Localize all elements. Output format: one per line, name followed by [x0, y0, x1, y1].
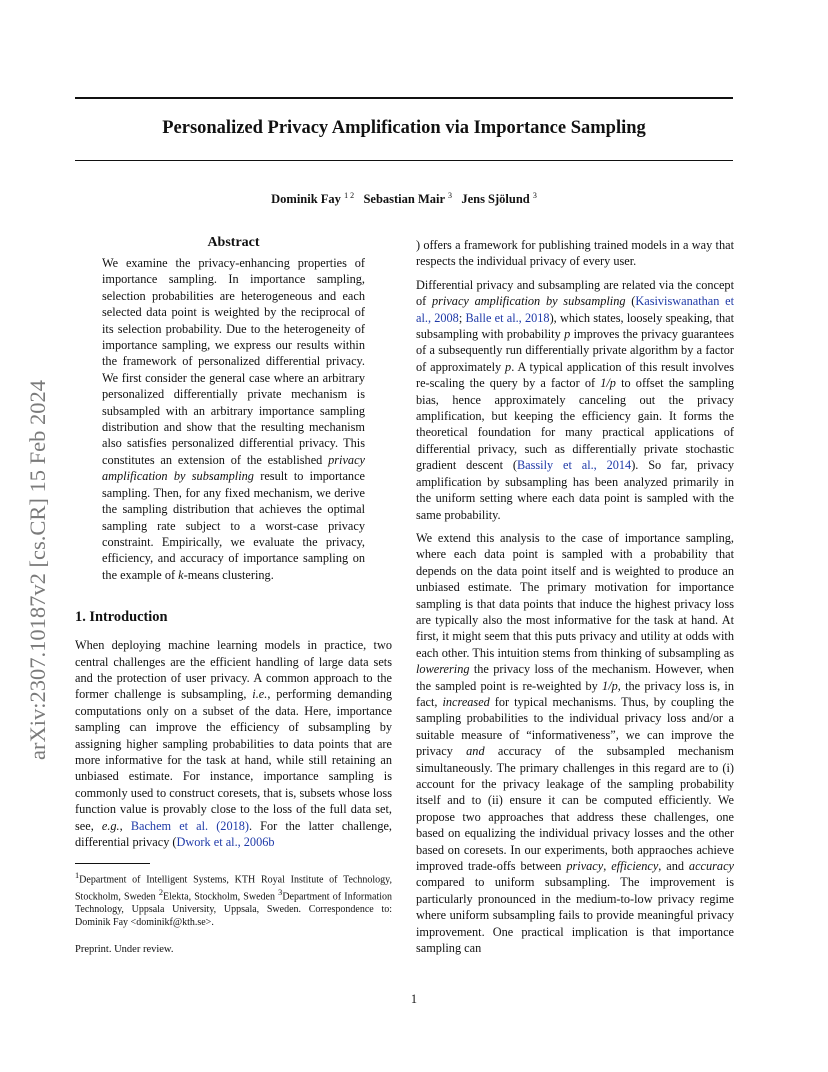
title-top-rule [75, 97, 733, 99]
abstract-heading: Abstract [207, 235, 260, 250]
author-name: Jens Sjölund [461, 192, 530, 207]
author-name: Dominik Fay [271, 192, 341, 207]
preprint-note: Preprint. Under review. [75, 944, 174, 956]
citation-link[interactable]: Bassily et al., 2014 [516, 458, 632, 473]
page-number: 1 [410, 992, 418, 1006]
intro-paragraph-2: Differential privacy and subsampling are related via the concept of privacy amplification by subsampling (Kasiviswanathan et al., 2008; Balle et al., 2018), which states, loosely speaking, that subsampling with probability p improves the privacy guarantees of a subsequently run differentially private algorithm by a factor of approximately p. A typical application of this result involves re-scaling the query by a factor of 1/p to offset the sampling bias, hence approximately canceling out the privacy amplification, but keeping the efficiency gain. It forms the theoretical foundation for many practical applications of differential privacy, such as differentially private stochastic gradient descent (Bassily et al., 2014). So far, privacy amplification by subsampling has been analyzed primarily in the uniform setting where each data point is sampled with the same probability. [416, 277, 735, 522]
abstract-text: We examine the privacy-enhancing properties of importance sampling. In importance sampling, selection probabilities are heterogeneous and each selected data point is weighted by the reciprocal of its selection probability. Due to the heterogeneity of importance sampling, we express our results within the framework of personalized differential privacy. We first consider the general case where an arbitrary personalized differentially private mechanism is subsampled with an arbitrary importance sampling distribution and show that the resulting mechanism also satisfies personalized differential privacy. This constitutes an extension of the established privacy amplification by subsampling result to importance sampling. Then, for any fixed mechanism, we derive the sampling distribution that achieves the optimal sampling rate subject to a worst-case privacy constraint. Empirically, we evaluate the privacy, efficiency, and accuracy of importance sampling on the example of k-means clustering. [102, 256, 365, 582]
citation-link[interactable]: Kasiviswanathan et al., 2008 [416, 294, 734, 325]
author-list [75, 191, 733, 207]
right-column [416, 237, 734, 956]
affiliation-footnote: $^1$Department of Intelligent Systems, KTH Royal Institute of Technology, Stockholm, Sweden $^2$Elekta, Stockholm, Sweden $^3$Department of Information Technology, Uppsala University, Uppsala, Sweden. Correspondence to: Dominik Fay <dominikf@kth.se>. [75, 871, 392, 928]
footnote-rule [75, 863, 150, 864]
left-column [75, 235, 392, 955]
citation-link[interactable]: Dwork et al., 2006b [176, 835, 275, 849]
intro-paragraph-1: When deploying machine learning models in practice, two central challenges are the efficient handling of large data sets and the protection of user privacy. A common approach to the former challenge is subsampling, i.e., performing demanding computations only on a subset of the data. Here, importance sampling can improve the efficiency of subsampling by assigning higher sampling probabilities to data points that are more informative for the task at hand, while still retaining an unbiased estimate. For instance, importance sampling is commonly used to construct coresets, that is, subsets whose loss function value is provably close to the loss of the full data set, see, e.g., Bachem et al. (2018). For the latter challenge, differential privacy (Dwork et al., 2006b [75, 638, 392, 849]
arxiv-identifier-stamp: arXiv:2307.10187v2 [cs.CR] 15 Feb 2024 [25, 380, 50, 760]
title-bottom-rule [75, 160, 733, 161]
paper-title: Personalized Privacy Amplification via Importance Sampling [162, 118, 646, 138]
intro-paragraph-1-continued: ) offers a framework for publishing trained models in a way that respects the individual privacy of every user. [416, 238, 734, 269]
author-name: Sebastian Mair [363, 192, 445, 207]
section-heading-introduction: 1. Introduction [75, 609, 168, 626]
author-affiliation: 3 [447, 191, 452, 200]
author-affiliation: 1 2 [344, 191, 355, 200]
citation-link[interactable]: Balle et al., 2018 [465, 310, 550, 325]
citation-link[interactable]: Bachem et al. (2018) [130, 818, 249, 833]
intro-paragraph-3: We extend this analysis to the case of importance sampling, where each data point is sampled with a probability that depends on the data point itself and is weighted to produce an unbiased estimate. The primary motivation for importance sampling is that data points that induce the highest privacy loss are typically also the most informative for the task at hand. At first, it might seem that this puts privacy and utility at odds with each other. This intuition stems from thinking of subsampling as lowerering the privacy loss of the mechanism. However, when the sampled point is re-weighted by 1/p, the privacy loss is, in fact, increased for typical mechanisms. Thus, by coupling the sampling probabilities to the individual privacy loss and/or a suitable measure of “informativeness”, we can improve the privacy and accuracy of the subsampled mechanism simultaneously. The primary challenges in this regard are to (i) account for the privacy leakage of the sampling probability itself and to (ii) ensure it can be computed efficiently. We propose two approaches that address these challenges, one based on equalizing the individual privacy losses and the other based on coresets. In our experiments, both appraoches achieve improved trade-offs between privacy, efficiency, and accuracy compared to uniform subsampling. The improvement is particularly pronounced in the medium-to-low privacy regime where uniform subsampling fails to provide meaningful privacy improvement. One practical implication is that importance sampling can [416, 530, 735, 956]
author-affiliation: 3 [532, 191, 537, 200]
